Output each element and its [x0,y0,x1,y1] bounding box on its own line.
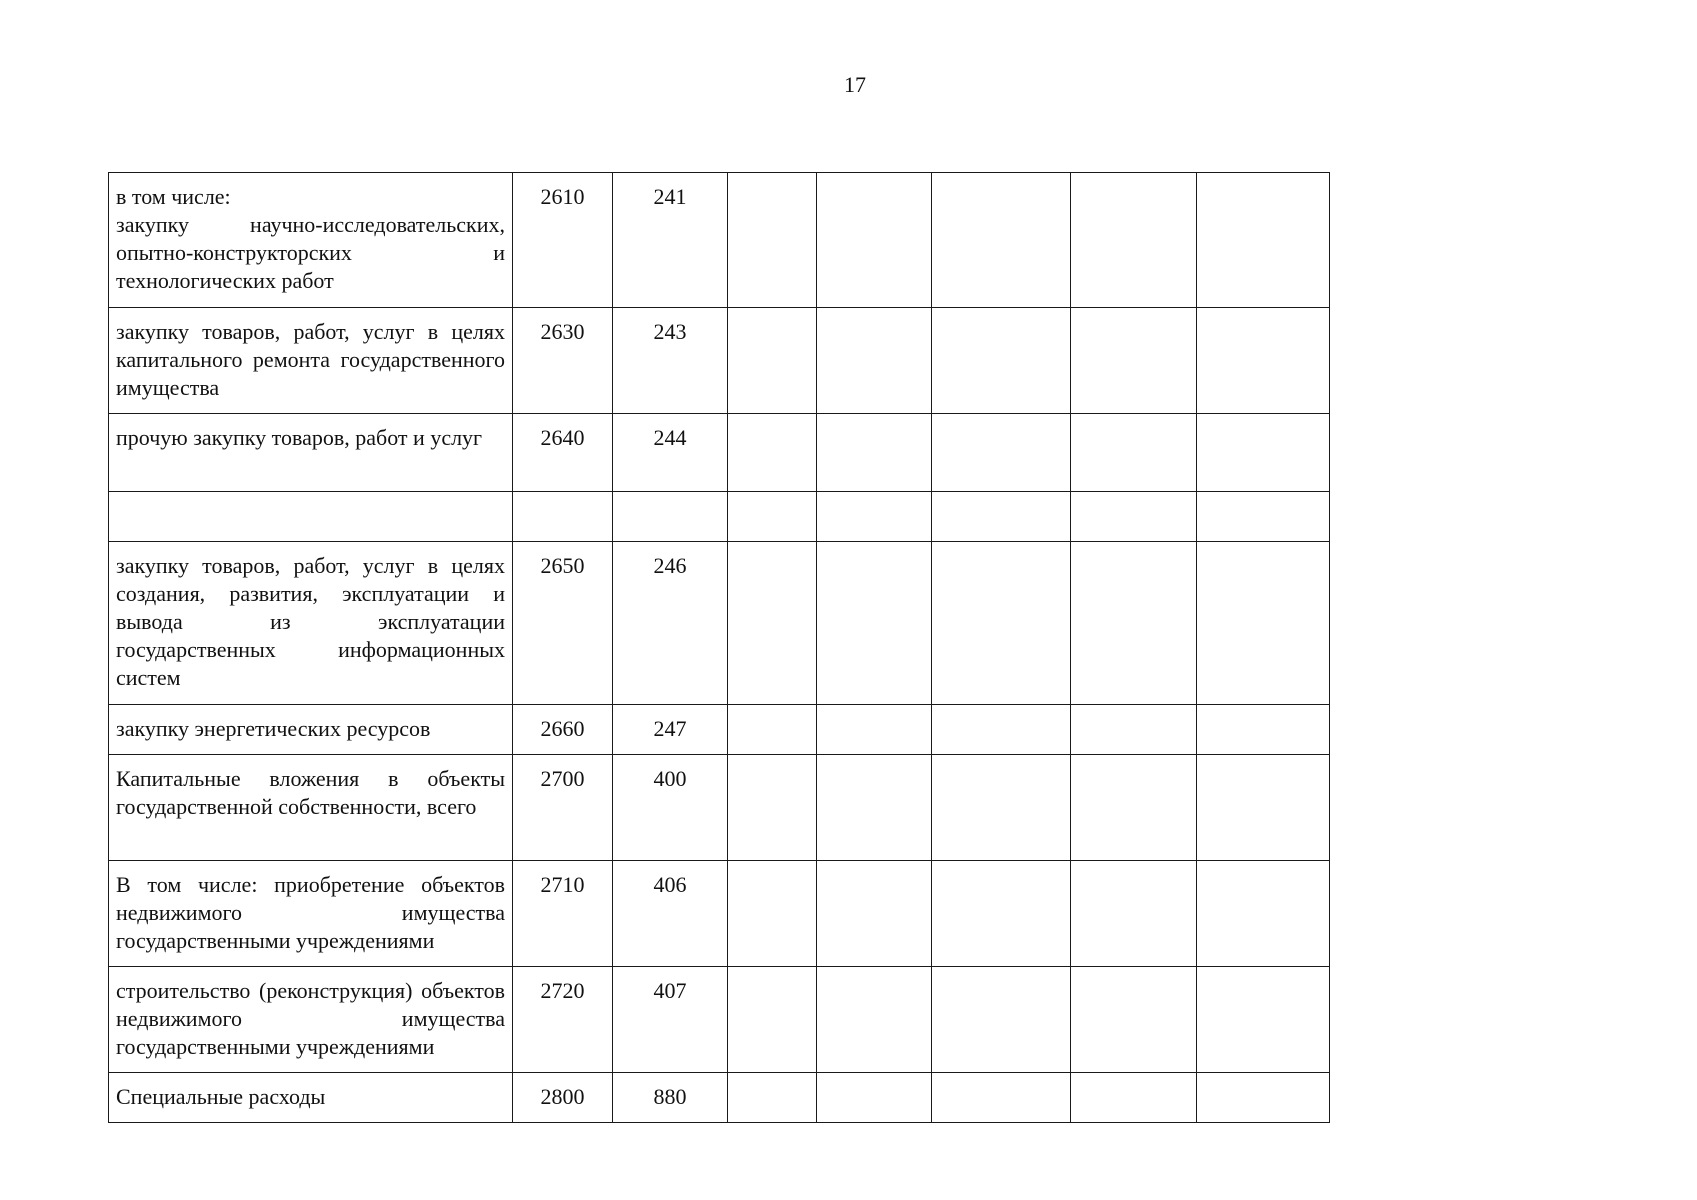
value-cell [817,542,932,705]
value-cell [1071,308,1197,414]
row-label [109,492,513,542]
table-row [109,861,1330,967]
value-cell [817,967,932,1073]
value-cell [817,414,932,492]
value-cell [1197,173,1330,308]
value-cell [817,1073,932,1123]
value-cell [932,173,1071,308]
value-cell [728,755,817,861]
value-cell [817,492,932,542]
kosgu-code-cell: 400 [613,755,728,861]
value-cell [1197,705,1330,755]
value-cell [728,173,817,308]
value-cell [728,1073,817,1123]
row-label: Специальные расходы [109,1073,513,1123]
row-label: закупку товаров, работ, услуг в целях капитального ремонта государственного имущества [109,308,513,414]
row-label [109,173,513,308]
line-code-cell: 2610 [513,173,613,308]
row-label: прочую закупку товаров, работ и услуг [109,414,513,492]
row-label: закупку товаров, работ, услуг в целях создания, развития, эксплуатации и вывода из эксплуатации государственных информационных систем [109,542,513,705]
table-row [109,492,1330,542]
kosgu-code-cell: 246 [613,542,728,705]
line-code-cell: 2720 [513,967,613,1073]
value-cell [1071,173,1197,308]
budget-table [108,172,1330,1123]
page-number: 17 [844,72,866,97]
value-cell [817,705,932,755]
value-cell [728,308,817,414]
value-cell [1071,1073,1197,1123]
kosgu-code-cell: 406 [613,861,728,967]
value-cell [932,755,1071,861]
value-cell [728,414,817,492]
line-code-cell: 2640 [513,414,613,492]
value-cell [817,861,932,967]
row-label: строительство (реконструкция) объектов недвижимого имущества государственными учреждениями [109,967,513,1073]
value-cell [728,492,817,542]
line-code-cell: 2700 [513,755,613,861]
value-cell [932,967,1071,1073]
kosgu-code-cell: 244 [613,414,728,492]
table-row [109,173,1330,308]
value-cell [1197,308,1330,414]
value-cell [932,542,1071,705]
kosgu-code-cell: 241 [613,173,728,308]
value-cell [1197,1073,1330,1123]
table-row [109,1073,1330,1123]
row-label: Капитальные вложения в объекты государственной собственности, всего [109,755,513,861]
line-code-cell: 2660 [513,705,613,755]
table-row [109,308,1330,414]
table-row [109,414,1330,492]
table-row [109,542,1330,705]
table-row [109,755,1330,861]
table-row [109,705,1330,755]
value-cell [932,492,1071,542]
row-label: закупку энергетических ресурсов [109,705,513,755]
row-label-text: закупку научно-исследовательских, опытно-конструкторских и технологических работ [116,212,505,293]
value-cell [817,755,932,861]
kosgu-code-cell: 880 [613,1073,728,1123]
kosgu-code-cell [613,492,728,542]
value-cell [1197,492,1330,542]
value-cell [1071,542,1197,705]
kosgu-code-cell: 407 [613,967,728,1073]
line-code-cell: 2650 [513,542,613,705]
value-cell [728,705,817,755]
kosgu-code-cell: 247 [613,705,728,755]
value-cell [1071,492,1197,542]
line-code-cell: 2630 [513,308,613,414]
value-cell [1197,755,1330,861]
value-cell [817,173,932,308]
value-cell [1197,542,1330,705]
row-label-prefix: в том числе: [116,184,231,209]
value-cell [932,705,1071,755]
value-cell [932,861,1071,967]
value-cell [1071,755,1197,861]
value-cell [728,967,817,1073]
kosgu-code-cell: 243 [613,308,728,414]
value-cell [1071,414,1197,492]
value-cell [728,861,817,967]
value-cell [1197,414,1330,492]
value-cell [1071,861,1197,967]
line-code-cell [513,492,613,542]
row-label: В том числе: приобретение объектов недвижимого имущества государственными учреждениями [109,861,513,967]
value-cell [1197,967,1330,1073]
table-row [109,967,1330,1073]
value-cell [1071,967,1197,1073]
value-cell [932,414,1071,492]
value-cell [1197,861,1330,967]
value-cell [728,542,817,705]
line-code-cell: 2800 [513,1073,613,1123]
value-cell [1071,705,1197,755]
line-code-cell: 2710 [513,861,613,967]
value-cell [817,308,932,414]
value-cell [932,1073,1071,1123]
value-cell [932,308,1071,414]
